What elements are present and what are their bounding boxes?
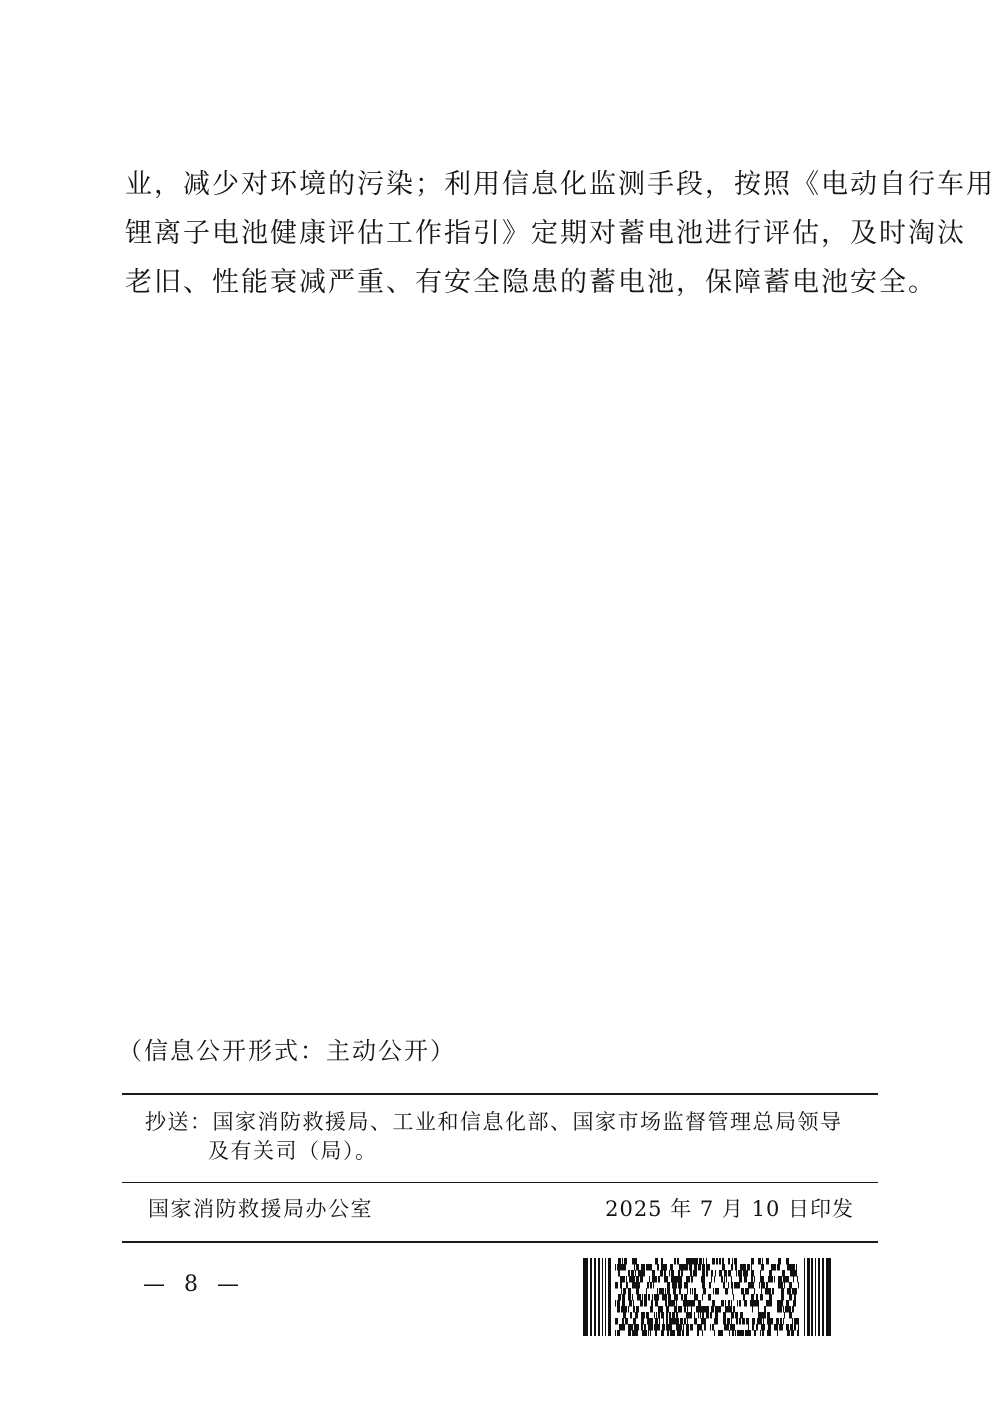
barcode-graphic bbox=[583, 1258, 831, 1336]
body-line-3: 老旧、性能衰减严重、有安全隐患的蓄电池，保障蓄电池安全。 bbox=[125, 267, 937, 298]
body-line-2: 锂离子电池健康评估工作指引》定期对蓄电池进行评估，及时淘汰 bbox=[125, 218, 966, 249]
top-rule bbox=[122, 1093, 878, 1095]
body-line-1: 业，减少对环境的污染；利用信息化监测手段，按照《电动自行车用 bbox=[125, 169, 995, 200]
bottom-rule bbox=[122, 1241, 878, 1243]
cc-line-1: 抄送：国家消防救援局、工业和信息化部、国家市场监督管理总局领导 bbox=[145, 1110, 843, 1134]
middle-rule bbox=[122, 1182, 878, 1183]
page-number: — 8 — bbox=[143, 1272, 245, 1297]
issuing-office: 国家消防救援局办公室 bbox=[148, 1197, 373, 1221]
cc-line-2: 及有关司（局）。 bbox=[208, 1139, 378, 1163]
issue-date: 2025 年 7 月 10 日印发 bbox=[605, 1197, 854, 1221]
barcode-image bbox=[583, 1258, 831, 1336]
disclosure-form: （信息公开形式：主动公开） bbox=[118, 1037, 456, 1065]
